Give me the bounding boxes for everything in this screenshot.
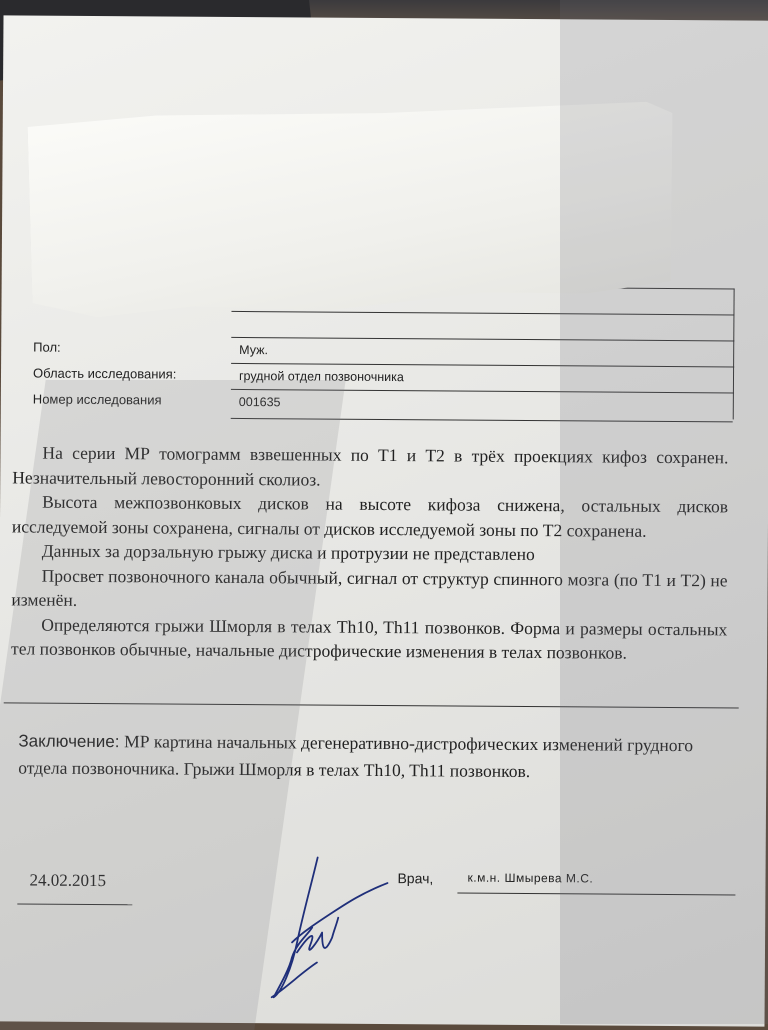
- doctor-name: к.м.н. Шмырева М.С.: [467, 870, 594, 886]
- conclusion-label: Заключение:: [18, 731, 120, 752]
- field-value: Муж.: [239, 342, 269, 358]
- conclusion-text: МР картина начальных дегенеративно-дистрофических изменений грудного отдела позвоночника. Грыжи Шморля в телах Th10, Th11 позвонков.: [18, 731, 694, 782]
- doctor-label: Врач,: [397, 870, 434, 887]
- field-label: Номер исследования: [32, 391, 162, 408]
- field-value: 001635: [238, 394, 281, 410]
- field-value: грудной отдел позвоночника: [238, 368, 404, 385]
- report-paragraph: На серии МР томограмм взвешенных по Т1 и Т2 в трёх проекциях кифоз сохранен. Незначительный левосторонний сколиоз.: [12, 442, 729, 490]
- report-paragraph: Просвет позвоночного канала обычный, сигнал от структур спинного мозга (по Т1 и Т2) не изменён.: [11, 565, 728, 610]
- report-date: 24.02.2015: [29, 870, 107, 891]
- report-paragraph: Данных за дорзальную грыжу диска и протрузии не представлено: [41, 540, 535, 565]
- field-label: Область исследования:: [32, 365, 177, 382]
- report-paragraph: Высота межпозвонковых дисков на высоте кифоза снижена, остальных дисков исследуемой зоны сохранена, сигналы от дисков исследуемой зоны по Т2 сохранена.: [11, 491, 729, 541]
- field-label: Пол:: [33, 339, 61, 355]
- signature-icon: [262, 847, 393, 1008]
- report-paragraph: Определяются грыжи Шморля в телах Th10, Th11 позвонков. Форма и размеры остальных тел позвонков обычные, начальные дистрофические изменения в телах позвонков.: [11, 614, 728, 663]
- light-shadow: [560, 0, 768, 1024]
